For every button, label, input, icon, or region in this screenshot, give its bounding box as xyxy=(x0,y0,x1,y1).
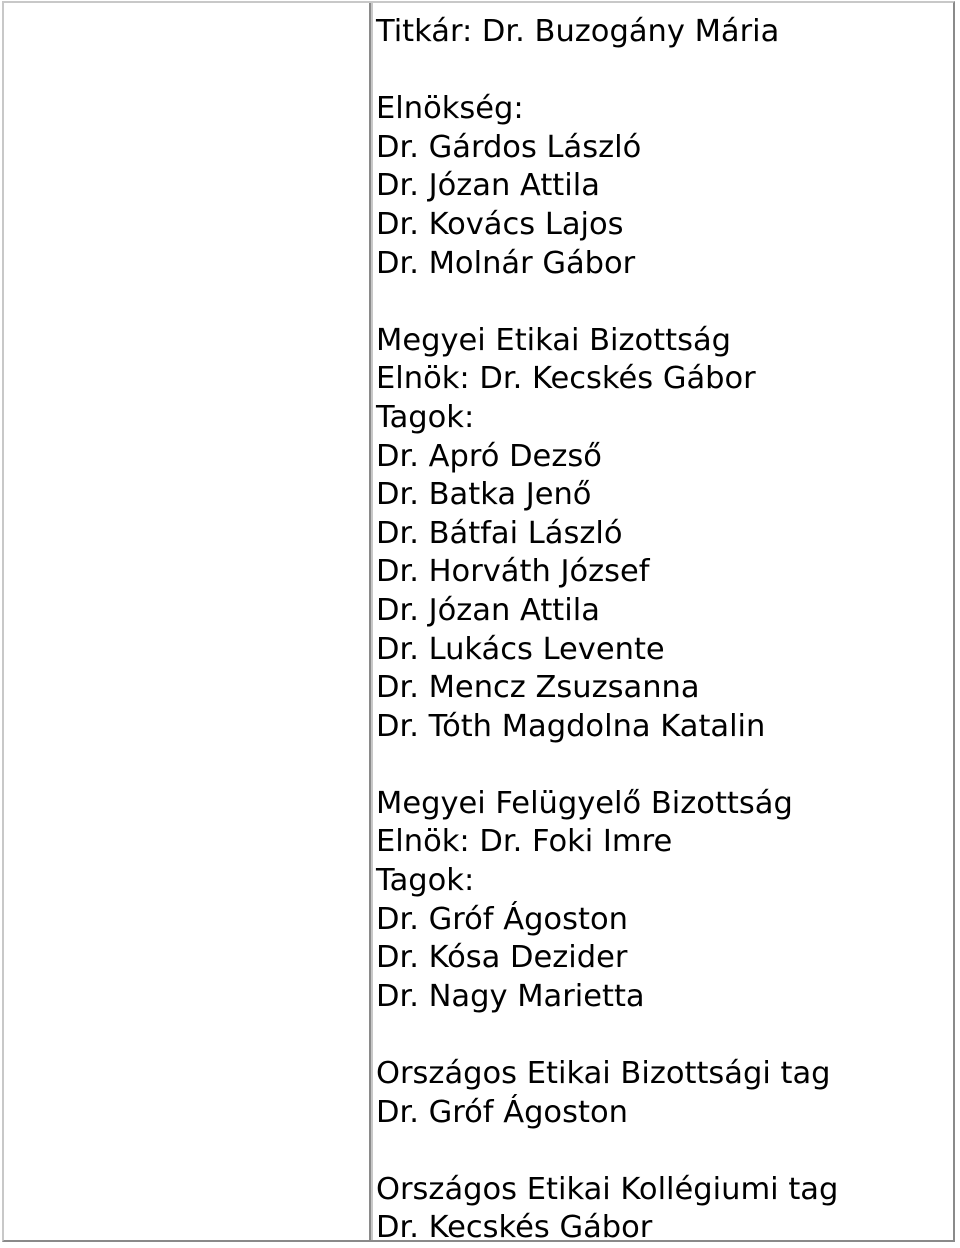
supervisory-committee-chair: Elnök: Dr. Foki Imre xyxy=(376,824,673,860)
national-ethics-committee-section xyxy=(376,1055,953,1132)
presidency-section xyxy=(376,90,953,283)
ethics-committee-member: Dr. Batka Jenő xyxy=(376,477,592,513)
ethics-committee-member: Dr. Mencz Zsuzsanna xyxy=(376,670,700,706)
spacer xyxy=(376,1016,953,1055)
supervisory-committee-member: Dr. Nagy Marietta xyxy=(376,978,645,1014)
ethics-committee-chair: Elnök: Dr. Kecskés Gábor xyxy=(376,361,756,397)
spacer xyxy=(376,1132,953,1171)
presidency-member: Dr. Molnár Gábor xyxy=(376,245,636,281)
ethics-committee-members-label: Tagok: xyxy=(376,399,475,435)
document-table xyxy=(2,1,955,1246)
presidency-member: Dr. Gárdos László xyxy=(376,129,642,165)
supervisory-committee-member: Dr. Kósa Dezider xyxy=(376,940,628,976)
national-ethics-college-section xyxy=(376,1171,953,1248)
ethics-committee-member: Dr. Józan Attila xyxy=(376,592,600,628)
spacer xyxy=(376,283,953,322)
supervisory-committee-heading: Megyei Felügyelő Bizottság xyxy=(376,785,793,821)
spacer xyxy=(376,746,953,785)
ethics-committee-member: Dr. Horváth József xyxy=(376,554,650,590)
secretary-line: Titkár: Dr. Buzogány Mária xyxy=(376,14,780,49)
content-cell xyxy=(371,3,953,1246)
presidency-member: Dr. Józan Attila xyxy=(376,168,600,204)
national-ethics-committee-member: Dr. Gróf Ágoston xyxy=(376,1094,628,1130)
supervisory-committee-members-label: Tagok: xyxy=(376,863,475,899)
ethics-committee-member: Dr. Apró Dezső xyxy=(376,438,602,474)
ethics-committee-section xyxy=(376,322,953,747)
presidency-member: Dr. Kovács Lajos xyxy=(376,206,624,242)
national-ethics-college-member: Dr. Kecskés Gábor xyxy=(376,1210,653,1246)
national-ethics-college-heading: Országos Etikai Kollégiumi tag xyxy=(376,1171,839,1207)
spacer xyxy=(376,52,953,91)
supervisory-committee-section xyxy=(376,785,953,1017)
ethics-committee-heading: Megyei Etikai Bizottság xyxy=(376,322,732,358)
ethics-committee-member: Dr. Tóth Magdolna Katalin xyxy=(376,708,766,744)
ethics-committee-member: Dr. Bátfai László xyxy=(376,515,623,551)
supervisory-committee-member: Dr. Gróf Ágoston xyxy=(376,901,628,937)
national-ethics-committee-heading: Országos Etikai Bizottsági tag xyxy=(376,1056,831,1092)
left-empty-cell xyxy=(4,3,371,1240)
presidency-heading: Elnökség: xyxy=(376,91,524,127)
ethics-committee-member: Dr. Lukács Levente xyxy=(376,631,665,667)
